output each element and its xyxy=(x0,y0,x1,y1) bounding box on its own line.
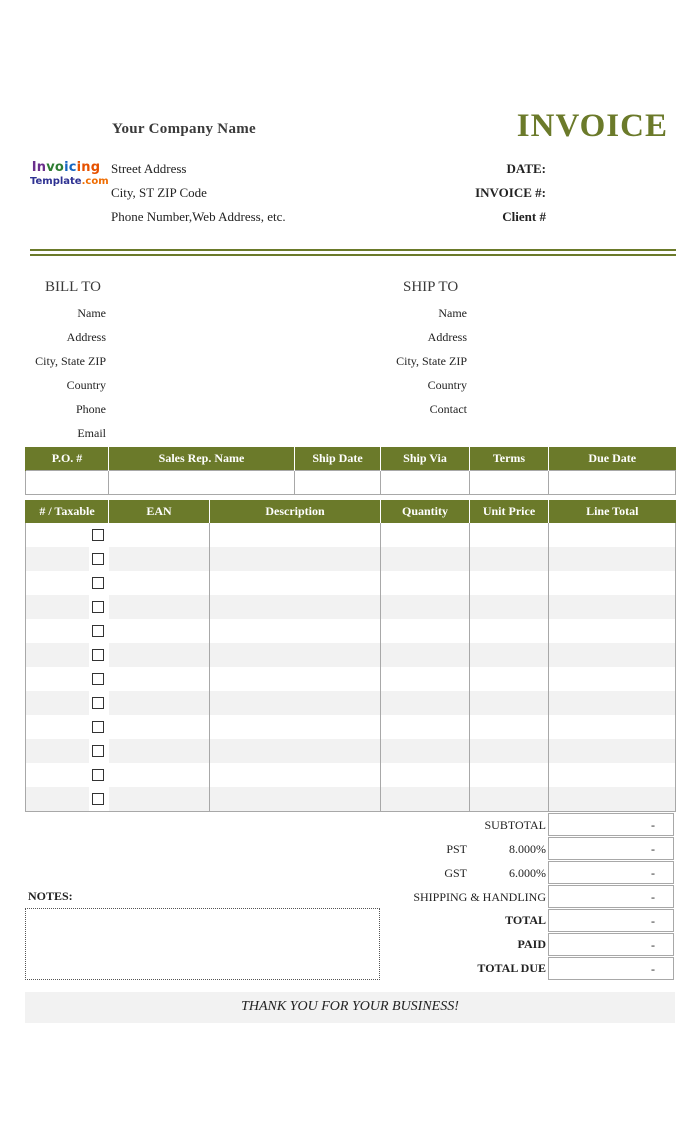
ean-cell[interactable] xyxy=(109,595,210,619)
ship-to-address-label: Address xyxy=(427,330,467,344)
taxable-checkbox[interactable] xyxy=(92,625,104,637)
sales-rep-header: Sales Rep. Name xyxy=(109,447,295,471)
paid-value[interactable]: - xyxy=(548,933,674,956)
unit-price-cell[interactable] xyxy=(470,523,549,547)
unit-price-cell[interactable] xyxy=(470,763,549,787)
table-row xyxy=(26,763,676,787)
taxable-checkbox[interactable] xyxy=(92,769,104,781)
taxable-cell[interactable] xyxy=(26,571,109,595)
description-cell[interactable] xyxy=(210,763,381,787)
ship-to-name-label: Name xyxy=(438,306,467,320)
description-cell[interactable] xyxy=(210,571,381,595)
line-total-header: Line Total xyxy=(549,500,676,523)
phone-web: Phone Number,Web Address, etc. xyxy=(111,209,286,224)
notes-label: NOTES: xyxy=(28,889,73,903)
unit-price-cell[interactable] xyxy=(470,571,549,595)
ean-cell[interactable] xyxy=(109,619,210,643)
ean-cell[interactable] xyxy=(109,739,210,763)
description-cell[interactable] xyxy=(210,691,381,715)
ean-cell[interactable] xyxy=(109,547,210,571)
quantity-cell[interactable] xyxy=(381,715,470,739)
taxable-checkbox[interactable] xyxy=(92,553,104,565)
paid-label: PAID xyxy=(517,937,546,951)
subtotal-label: SUBTOTAL xyxy=(484,818,546,832)
ean-cell[interactable] xyxy=(109,691,210,715)
sales-rep-cell[interactable] xyxy=(109,471,295,495)
taxable-checkbox[interactable] xyxy=(92,673,104,685)
terms-cell[interactable] xyxy=(470,471,549,495)
table-row xyxy=(26,691,676,715)
bill-to-title: BILL TO xyxy=(45,279,101,295)
po-number-cell[interactable] xyxy=(26,471,109,495)
quantity-cell[interactable] xyxy=(381,667,470,691)
line-total-cell[interactable] xyxy=(549,739,676,763)
ship-to-country-label: Country xyxy=(427,378,467,392)
unit-price-cell[interactable] xyxy=(470,739,549,763)
description-header: Description xyxy=(210,500,381,523)
table-row xyxy=(26,643,676,667)
logo-part: .com xyxy=(81,176,109,187)
divider-line xyxy=(30,249,676,251)
description-cell[interactable] xyxy=(210,523,381,547)
bill-to-address-label: Address xyxy=(66,330,106,344)
quantity-cell[interactable] xyxy=(381,571,470,595)
ean-cell[interactable] xyxy=(109,523,210,547)
due-date-header: Due Date xyxy=(549,447,676,471)
unit-price-cell[interactable] xyxy=(470,595,549,619)
taxable-checkbox[interactable] xyxy=(92,745,104,757)
ean-cell[interactable] xyxy=(109,667,210,691)
taxable-checkbox[interactable] xyxy=(92,793,104,805)
taxable-cell[interactable] xyxy=(26,739,109,763)
quantity-cell[interactable] xyxy=(381,691,470,715)
quantity-cell[interactable] xyxy=(381,595,470,619)
logo-part: vo xyxy=(46,160,65,175)
line-total-cell[interactable] xyxy=(549,667,676,691)
bill-to-email-label: Email xyxy=(77,426,106,440)
unit-price-cell[interactable] xyxy=(470,619,549,643)
taxable-cell[interactable] xyxy=(26,619,109,643)
company-name: Your Company Name xyxy=(112,121,256,137)
description-cell[interactable] xyxy=(210,619,381,643)
table-row xyxy=(26,787,676,812)
line-total-cell[interactable] xyxy=(549,523,676,547)
ship-date-header: Ship Date xyxy=(295,447,381,471)
taxable-cell[interactable] xyxy=(26,547,109,571)
description-cell[interactable] xyxy=(210,715,381,739)
total-due-label: TOTAL DUE xyxy=(477,961,546,975)
table-row xyxy=(26,523,676,547)
total-label: TOTAL xyxy=(505,913,546,927)
taxable-cell[interactable] xyxy=(26,523,109,547)
ship-date-cell[interactable] xyxy=(295,471,381,495)
ean-cell[interactable] xyxy=(109,571,210,595)
invoice-title: INVOICE xyxy=(516,108,668,144)
pst-rate[interactable]: 8.000% xyxy=(509,842,546,856)
description-cell[interactable] xyxy=(210,643,381,667)
line-total-cell[interactable] xyxy=(549,787,676,812)
number-taxable-header: # / Taxable xyxy=(26,500,109,523)
order-info-table xyxy=(25,447,676,495)
line-items-table xyxy=(25,500,676,812)
logo-part: ic xyxy=(64,160,77,175)
bill-to-name-label: Name xyxy=(77,306,106,320)
shipping-label: SHIPPING & HANDLING xyxy=(413,890,546,904)
ship-to-title: SHIP TO xyxy=(403,279,459,295)
unit-price-cell[interactable] xyxy=(470,547,549,571)
pst-value: - xyxy=(548,837,674,860)
taxable-checkbox[interactable] xyxy=(92,601,104,613)
unit-price-cell[interactable] xyxy=(470,715,549,739)
line-total-cell[interactable] xyxy=(549,619,676,643)
logo-part: ing xyxy=(76,160,101,175)
pst-label: PST xyxy=(446,842,467,856)
quantity-cell[interactable] xyxy=(381,739,470,763)
quantity-cell[interactable] xyxy=(381,643,470,667)
invoice-number-label: INVOICE #: xyxy=(475,185,546,200)
quantity-cell[interactable] xyxy=(381,787,470,812)
company-logo xyxy=(30,160,109,187)
ship-to-contact-label: Contact xyxy=(429,402,467,416)
quantity-cell[interactable] xyxy=(381,523,470,547)
taxable-cell[interactable] xyxy=(26,787,109,812)
shipping-value[interactable]: - xyxy=(548,885,674,908)
table-row xyxy=(26,547,676,571)
due-date-cell[interactable] xyxy=(549,471,676,495)
taxable-cell[interactable] xyxy=(26,595,109,619)
ean-cell[interactable] xyxy=(109,763,210,787)
terms-header: Terms xyxy=(470,447,549,471)
logo-part: In xyxy=(31,160,47,175)
divider-line xyxy=(30,254,676,256)
date-label: DATE: xyxy=(506,161,546,176)
client-number-label: Client # xyxy=(502,209,546,224)
bill-to-city-label: City, State ZIP xyxy=(35,354,106,368)
quantity-cell[interactable] xyxy=(381,547,470,571)
quantity-cell[interactable] xyxy=(381,619,470,643)
table-row xyxy=(26,595,676,619)
quantity-cell[interactable] xyxy=(381,763,470,787)
taxable-cell[interactable] xyxy=(26,715,109,739)
bill-to-phone-label: Phone xyxy=(76,402,106,416)
notes-box[interactable] xyxy=(25,908,380,980)
table-row xyxy=(26,739,676,763)
line-total-cell[interactable] xyxy=(549,643,676,667)
taxable-checkbox[interactable] xyxy=(92,577,104,589)
table-row xyxy=(26,715,676,739)
line-total-cell[interactable] xyxy=(549,571,676,595)
ean-cell[interactable] xyxy=(109,787,210,812)
description-cell[interactable] xyxy=(210,739,381,763)
line-total-cell[interactable] xyxy=(549,691,676,715)
line-total-cell[interactable] xyxy=(549,547,676,571)
description-cell[interactable] xyxy=(210,667,381,691)
total-due-value: - xyxy=(548,957,674,980)
city-state-zip: City, ST ZIP Code xyxy=(111,185,207,200)
line-total-cell[interactable] xyxy=(549,715,676,739)
taxable-checkbox[interactable] xyxy=(92,649,104,661)
bill-to-country-label: Country xyxy=(66,378,106,392)
ean-header: EAN xyxy=(109,500,210,523)
logo-part: Template xyxy=(30,176,82,187)
description-cell[interactable] xyxy=(210,547,381,571)
subtotal-value: - xyxy=(548,813,674,836)
line-total-cell[interactable] xyxy=(549,595,676,619)
ean-cell[interactable] xyxy=(109,715,210,739)
unit-price-cell[interactable] xyxy=(470,667,549,691)
unit-price-cell[interactable] xyxy=(470,691,549,715)
unit-price-cell[interactable] xyxy=(470,787,549,812)
description-cell[interactable] xyxy=(210,787,381,812)
gst-label: GST xyxy=(444,866,467,880)
table-row xyxy=(26,571,676,595)
taxable-cell[interactable] xyxy=(26,691,109,715)
quantity-header: Quantity xyxy=(381,500,470,523)
thank-you-message: THANK YOU FOR YOUR BUSINESS! xyxy=(25,992,675,1023)
taxable-cell[interactable] xyxy=(26,643,109,667)
gst-value: - xyxy=(548,861,674,884)
table-row xyxy=(26,619,676,643)
unit-price-cell[interactable] xyxy=(470,643,549,667)
ship-via-cell[interactable] xyxy=(381,471,470,495)
taxable-checkbox[interactable] xyxy=(92,721,104,733)
gst-rate[interactable]: 6.000% xyxy=(509,866,546,880)
line-total-cell[interactable] xyxy=(549,763,676,787)
taxable-cell[interactable] xyxy=(26,763,109,787)
ship-to-city-label: City, State ZIP xyxy=(396,354,467,368)
taxable-checkbox[interactable] xyxy=(92,697,104,709)
taxable-checkbox[interactable] xyxy=(92,529,104,541)
taxable-cell[interactable] xyxy=(26,667,109,691)
po-number-header: P.O. # xyxy=(26,447,109,471)
ship-via-header: Ship Via xyxy=(381,447,470,471)
unit-price-header: Unit Price xyxy=(470,500,549,523)
total-value: - xyxy=(548,909,674,932)
description-cell[interactable] xyxy=(210,595,381,619)
ean-cell[interactable] xyxy=(109,643,210,667)
street-address: Street Address xyxy=(111,161,187,176)
table-row xyxy=(26,667,676,691)
